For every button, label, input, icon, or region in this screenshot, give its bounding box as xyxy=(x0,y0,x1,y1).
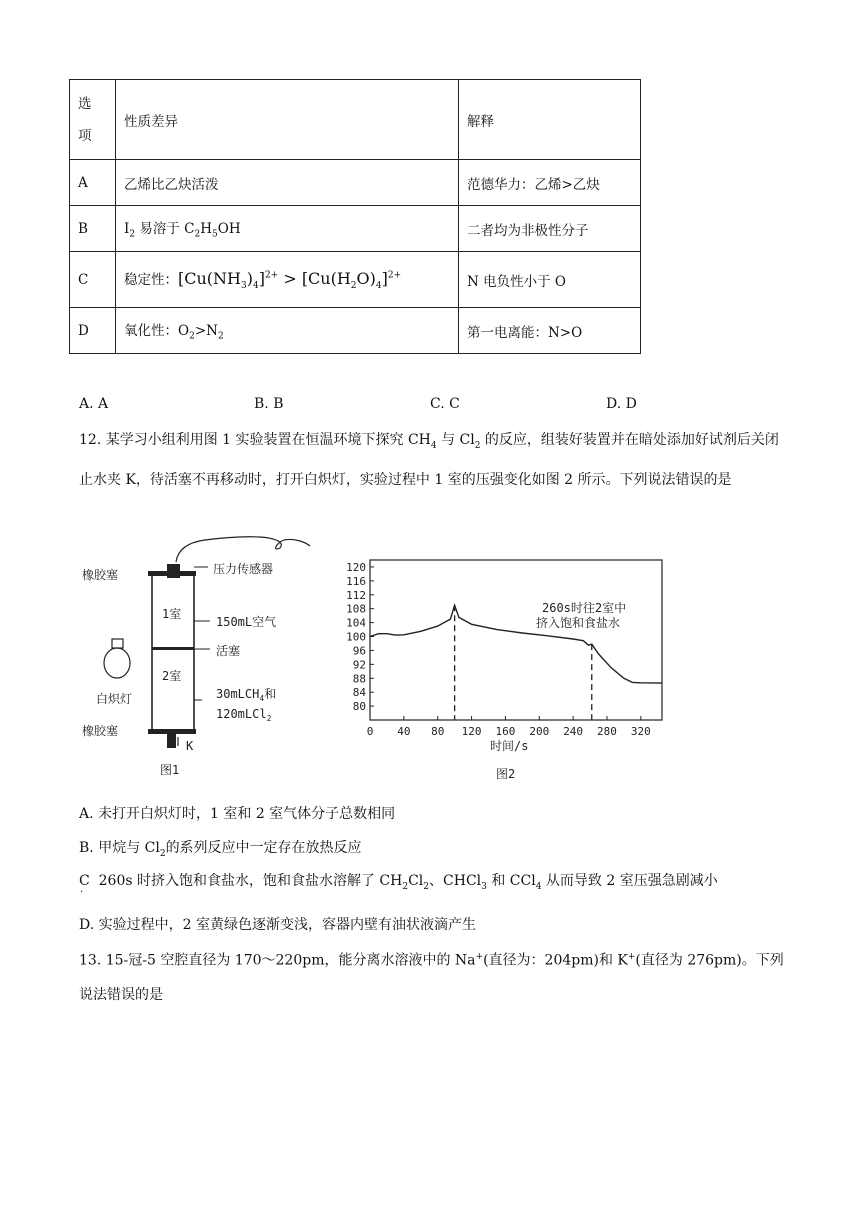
row-property: 乙烯比乙炔活泼 xyxy=(116,160,459,206)
q12-stem: 12. 某学习小组利用图 1 实验装置在恒温环境下探究 $CH_4$ 与 $Cl_2$ 的反应，组装好装置并在暗处添加好试剂后关闭止水夹 K，待活塞不再移动时，打开白炽灯，实验过程中 1 室的压强变化如图 2 所示。下列说法错误的是 xyxy=(79,432,779,488)
label-room1: 1室 xyxy=(162,607,182,621)
x-tick-label: 0 xyxy=(366,725,374,738)
q13-stem: 13. 15-冠-5 空腔直径为 170～220pm，能分离水溶液中的 Na+(直径为：204pm)和 K+(直径为 276pm)。下列说法错误的是 xyxy=(79,952,784,1003)
stability-formula: $[Cu(NH_3)_4]^{2+} > [Cu(H_2O)_4]^{2+}$ xyxy=(178,268,402,292)
table-row xyxy=(70,206,641,252)
label-lamp: 白炽灯 xyxy=(96,692,133,706)
header-explanation: 解释 xyxy=(459,80,641,160)
annotation-line1: 260s时往2室中 xyxy=(542,601,627,615)
header-option-char1: 选 xyxy=(78,95,92,112)
y-tick-label: 108 xyxy=(346,602,366,616)
label-room2-content-b: 120mLCl$_2$ xyxy=(216,707,272,723)
y-tick-label: 84 xyxy=(352,686,366,700)
label-room2: 2室 xyxy=(162,669,182,683)
annotation-line2: 挤入饱和食盐水 xyxy=(536,616,621,630)
table-row xyxy=(70,252,641,308)
figure2-caption: 图2 xyxy=(496,767,516,781)
c-dot: · xyxy=(80,887,84,898)
table-row xyxy=(70,160,641,206)
y-tick-label: 100 xyxy=(346,630,366,644)
x-tick-label: 280 xyxy=(597,725,617,738)
table-row xyxy=(70,308,641,354)
rubber-stopper-top xyxy=(148,571,196,576)
y-tick-label: 96 xyxy=(352,644,366,658)
piston xyxy=(152,647,194,650)
figure1-caption: 图1 xyxy=(160,763,180,777)
x-tick-label: 160 xyxy=(495,725,516,738)
choice-d[interactable]: D. D xyxy=(606,396,637,412)
label-piston: 活塞 xyxy=(216,644,241,658)
y-tick-label: 88 xyxy=(352,672,366,686)
properties-table xyxy=(69,79,641,354)
stopcock-k[interactable] xyxy=(167,734,176,748)
label-room2-content-a: 30mLCH$_4$和 xyxy=(216,687,277,703)
rubber-stopper-bottom xyxy=(148,729,196,734)
plot-frame xyxy=(370,560,662,720)
row-explanation: N 电负性小于 O xyxy=(459,252,641,308)
header-property: 性质差异 xyxy=(116,80,459,160)
y-tick-label: 80 xyxy=(352,700,366,714)
label-rubber-top: 橡胶塞 xyxy=(82,568,119,582)
row-option: B xyxy=(70,206,116,252)
q11-choices xyxy=(79,396,779,418)
y-tick-label: 120 xyxy=(346,560,366,574)
choice-b[interactable]: B. B xyxy=(254,396,284,412)
row-option: D xyxy=(70,308,116,354)
x-tick-label: 320 xyxy=(630,725,651,738)
x-tick-label: 40 xyxy=(397,725,411,738)
row-explanation: 第一电离能：N>O xyxy=(459,308,641,354)
row-option: A xyxy=(70,160,116,206)
x-axis-label: 时间/s xyxy=(490,739,529,753)
header-option xyxy=(70,80,116,160)
x-tick-label: 200 xyxy=(529,725,550,738)
q12-option-b[interactable]: B. 甲烷与 $Cl_2$的系列反应中一定存在放热反应 xyxy=(79,840,362,859)
q12-option-d[interactable]: D. 实验过程中，2 室黄绿色逐渐变浅，容器内壁有油状液滴产生 xyxy=(79,917,476,933)
x-tick-label: 80 xyxy=(431,725,445,738)
label-rubber-bottom: 橡胶塞 xyxy=(82,724,119,738)
choice-c[interactable]: C. C xyxy=(430,396,460,412)
figure2-pressure-chart xyxy=(340,550,680,785)
y-tick-label: 116 xyxy=(346,574,366,588)
row-property: 氧化性：$O_2>N_2$ xyxy=(116,308,459,354)
y-tick-label: 104 xyxy=(346,616,366,630)
label-sensor: 压力传感器 xyxy=(213,562,274,576)
label-clamp-k: K xyxy=(186,739,194,753)
x-tick-label: 240 xyxy=(563,725,584,738)
choice-a[interactable]: A. A xyxy=(79,396,109,412)
q12-option-c[interactable]: C 260s 时挤入饱和食盐水，饱和食盐水溶解了 $CH_2Cl_2$、CHCl$_3$ 和 CCl$_4$ 从而导致 2 室压强急剧减小 xyxy=(79,873,718,892)
y-tick-label: 112 xyxy=(346,588,366,602)
figure1-apparatus xyxy=(70,530,340,785)
row-explanation: 二者均为非极性分子 xyxy=(459,206,641,252)
sensor-wire xyxy=(176,537,310,562)
header-option-char2: 项 xyxy=(78,127,92,144)
q12-option-a[interactable]: A. 未打开白炽灯时，1 室和 2 室气体分子总数相同 xyxy=(79,806,396,822)
row-explanation: 范德华力：乙烯>乙炔 xyxy=(459,160,641,206)
label-room1-content: 150mL空气 xyxy=(216,615,277,629)
x-tick-label: 120 xyxy=(461,725,482,738)
incandescent-lamp-icon xyxy=(104,639,130,678)
row-option: C xyxy=(70,252,116,308)
row-property: 稳定性：$[Cu(NH_3)_4]^{2+} > [Cu(H_2O)_4]^{2+}$ xyxy=(116,252,459,308)
row-property: $I_2$ 易溶于 $C_2H_5OH$ xyxy=(116,206,459,252)
y-tick-label: 92 xyxy=(352,658,366,672)
